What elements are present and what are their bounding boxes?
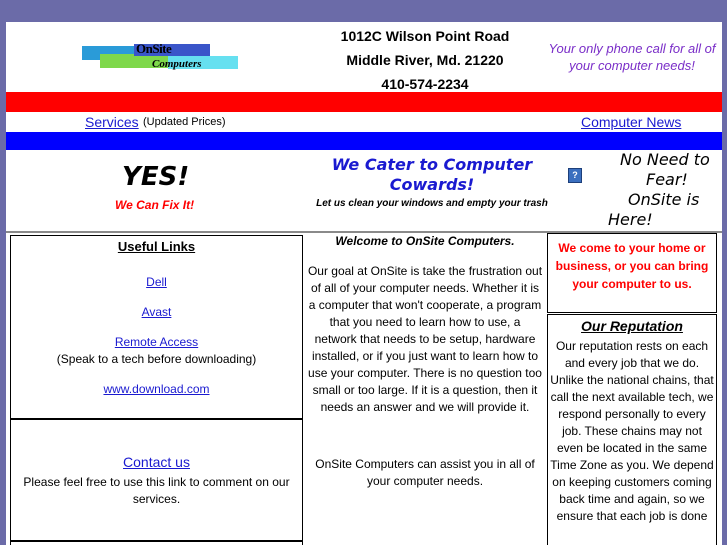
download-link[interactable]: www.download.com <box>103 382 210 396</box>
reputation-title: Our Reputation <box>581 318 683 334</box>
useful-links-title: Useful Links <box>117 239 196 254</box>
no-fear-line: Fear! <box>646 170 688 189</box>
we-come-text: We come to your home or business, or you can bring your computer to us. <box>555 241 709 291</box>
address-street: 1012C Wilson Point Road <box>340 28 510 44</box>
reputation-text: Our reputation rests on each and every job that we do. Unlike the national chains, that call the next available tech, we respond personally to every job. These chains may not even be located in the same Time Zone as you. We depend on keeping customers coming back time and again, so we ensure that each job is done <box>550 339 714 523</box>
no-fear-line: Here! <box>608 210 653 229</box>
business-address <box>322 24 528 96</box>
nav-bar <box>6 112 722 132</box>
we-come-box <box>547 233 717 313</box>
remote-access-note: (Speak to a tech before downloading) <box>56 352 257 366</box>
tagline: Your only phone call for all of your computer needs! <box>548 41 716 73</box>
address-phone: 410-574-2234 <box>381 76 469 92</box>
services-link[interactable]: Services <box>85 114 139 130</box>
address-city: Middle River, Md. 21220 <box>346 52 504 68</box>
fix-it-text: We Can Fix It! <box>115 198 195 212</box>
red-stripe <box>6 92 722 112</box>
computer-news-link[interactable]: Computer News <box>581 114 682 130</box>
avast-link[interactable]: Avast <box>141 305 172 319</box>
cater-heading: We Cater to Computer Cowards! <box>331 155 533 194</box>
services-note: (Updated Prices) <box>143 116 226 128</box>
contact-box <box>10 419 303 541</box>
logo-text-computers: Computers <box>152 58 202 70</box>
no-fear-line: OnSite is <box>628 190 700 209</box>
onsite-logo[interactable] <box>76 42 246 76</box>
remote-access-link[interactable]: Remote Access <box>114 335 199 349</box>
broken-image-icon: ? <box>568 168 582 183</box>
assist-text: OnSite Computers can assist you in all of your computer needs. <box>315 457 535 488</box>
welcome-heading: Welcome to OnSite Computers. <box>335 234 515 248</box>
reputation-box <box>547 314 717 545</box>
logo-text-onsite: OnSite <box>136 41 172 56</box>
welcome-panel <box>307 233 543 545</box>
no-fear-line: No Need to <box>620 150 710 169</box>
yes-heading: YES! <box>122 162 190 192</box>
page-container <box>6 22 722 545</box>
goal-text: Our goal at OnSite is take the frustration out of all of your computer needs. Whether it is a computer that won't cooperate, a program that you need to learn how to use, a network that needs to be setup, hardware installed, or if you just want to learn how to use your computer. There is no question too small or too large. If it is a question, then it needs an answer and we will provide it. <box>307 264 543 414</box>
contact-us-link[interactable]: Contact us <box>123 454 190 470</box>
useful-links-box <box>10 235 303 419</box>
contact-text: Please feel free to use this link to comment on our services. <box>23 475 290 506</box>
blue-stripe <box>6 132 722 150</box>
dell-link[interactable]: Dell <box>146 275 167 289</box>
cater-subtext: Let us clean your windows and empty your trash <box>316 198 548 209</box>
bottom-box <box>10 541 303 545</box>
no-fear-text <box>604 150 714 230</box>
